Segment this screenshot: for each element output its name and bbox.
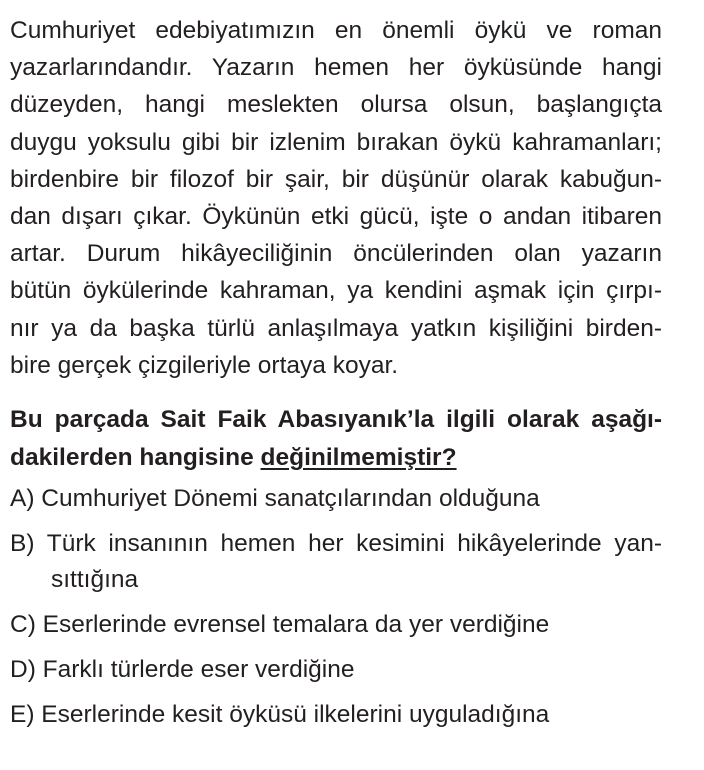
answer-options: [10, 481, 662, 733]
passage-line: nır ya da başka türlü anlaşılmaya yatkın kişiliğini birden-: [10, 314, 662, 342]
option-e-text: E) Eserlerinde kesit öyküsü ilkelerini uyguladığına: [10, 700, 550, 728]
passage-line: bire gerçek çizgileriyle ortaya koyar.: [10, 351, 399, 379]
option-a-text: A) Cumhuriyet Dönemi sanatçılarından olduğuna: [10, 484, 540, 512]
option-b-text-continued: sıttığına: [51, 565, 139, 593]
question-text: dakilerden hangisine: [10, 443, 261, 471]
passage-line: Cumhuriyet edebiyatımızın en önemli öykü ve roman: [10, 17, 662, 44]
option-b[interactable]: [10, 526, 662, 598]
option-b-text: B) Türk insanının hemen her kesimini hikâyelerinde yan-: [10, 529, 662, 557]
passage-line: artar. Durum hikâyeciliğinin öncülerinden olan yazarın: [10, 240, 662, 268]
option-c-text: C) Eserlerinde evrensel temalara da yer verdiğine: [10, 610, 550, 638]
passage-line: birdenbire bir filozof bir şair, bir düşünür olarak kabuğun-: [10, 165, 662, 193]
question-page: [10, 12, 662, 742]
question-line: Bu parçada Sait Faik Abasıyanık’la ilgili olarak aşağı-: [10, 405, 662, 433]
question-stem: [10, 401, 662, 477]
passage-line: dan dışarı çıkar. Öykünün etki gücü, işte o andan itibaren: [10, 202, 662, 230]
option-e[interactable]: [10, 697, 662, 733]
passage-line: bütün öykülerinde kahraman, ya kendini aşmak için çırpı-: [10, 277, 662, 305]
passage: [10, 12, 662, 384]
question-line: [10, 439, 662, 477]
question-emphasis: değinilmemiştir?: [260, 443, 457, 471]
option-d[interactable]: [10, 652, 662, 688]
option-d-text: D) Farklı türlerde eser verdiğine: [10, 655, 355, 683]
option-c[interactable]: [10, 607, 662, 643]
passage-line: düzeyden, hangi meslekten olursa olsun, başlangıçta: [10, 91, 662, 119]
passage-line: yazarlarındandır. Yazarın hemen her öyküsünde hangi: [10, 54, 662, 82]
passage-line: duygu yoksulu gibi bir izlenim bırakan öykü kahramanları;: [10, 128, 662, 156]
option-a[interactable]: [10, 481, 662, 517]
